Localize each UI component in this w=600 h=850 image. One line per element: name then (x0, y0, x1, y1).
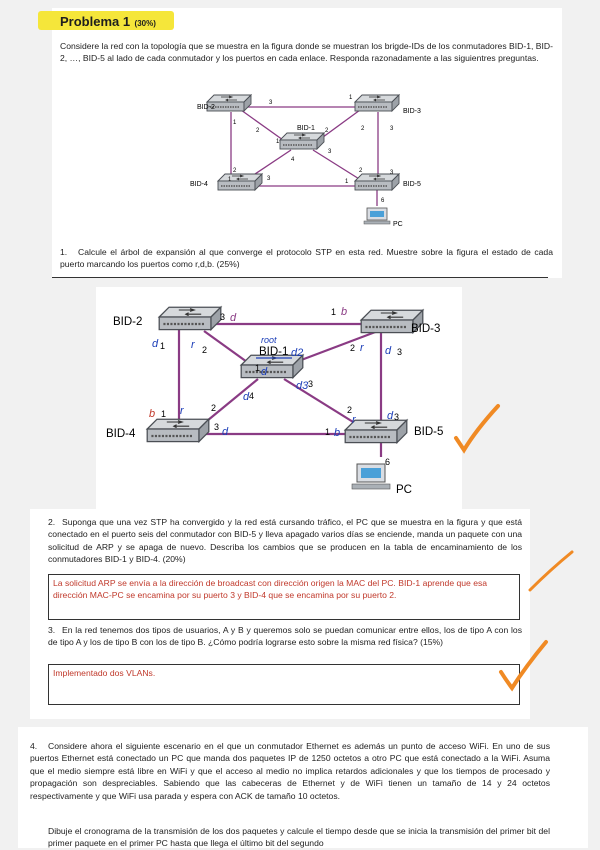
port-label: 2 (233, 168, 237, 174)
port-label: 2 (359, 168, 363, 174)
switch-bid3-icon (355, 95, 399, 111)
topology-figure-annotated (96, 287, 462, 509)
switch-bid5-icon (355, 174, 399, 190)
port-label: 6 (381, 198, 385, 204)
q3-number: 3. (48, 625, 56, 635)
port-label: 1 (228, 177, 232, 183)
q1-text: Calcule el árbol de expansión al que converge el protocolo STP en esta red. Muestre sobre la figura el estado de cada puerto marcando los puertos como r,d,b. (25%) (60, 247, 553, 270)
port-label: 1 (325, 427, 331, 437)
pc-icon (352, 464, 390, 489)
port-label: 6 (385, 457, 391, 467)
port-label: 2 (350, 343, 356, 353)
question-3 (48, 624, 522, 649)
label-bid5: BID-5 (403, 181, 421, 188)
handwritten-mark: d (230, 312, 237, 324)
question-2 (48, 516, 522, 566)
port-label: 1 (276, 139, 280, 145)
divider (52, 277, 548, 278)
port-label: 1 (331, 307, 337, 317)
handwritten-mark: root (261, 335, 277, 345)
switch-bid1-icon (280, 133, 324, 149)
port-label: 2 (256, 128, 260, 134)
port-label: 1 (161, 409, 167, 419)
problem-title-text: Problema 1 (60, 14, 131, 29)
question-4 (30, 740, 550, 802)
handwritten-mark: b (149, 408, 156, 420)
port-label: 2 (211, 403, 217, 413)
handwritten-mark: r (191, 339, 195, 351)
port-label: 3 (328, 149, 332, 155)
handwritten-mark: d2 (291, 347, 304, 359)
port-label: 2 (202, 345, 208, 355)
port-label: 1 (349, 95, 353, 101)
port-label: 1 (160, 341, 166, 351)
handwritten-mark: d (385, 345, 392, 357)
problem-intro: Considere la red con la topología que se muestra en la figura donde se muestran los brigde-IDs de los conmutadores BID-1, BID-2, …, BID-5 al lado de cada conmutador y los puertos en cada enlace. Responda razonadamente a las siguientres preguntas. (60, 41, 553, 64)
handwritten-mark: r (352, 414, 356, 426)
question-1 (60, 246, 553, 271)
handwritten-mark: d3 (296, 380, 309, 392)
label-bid3: BID-3 (411, 323, 441, 335)
port-label: 3 (220, 312, 226, 322)
port-label: 3 (397, 347, 403, 357)
pen-stroke-icon (528, 548, 578, 594)
problem-weight: (30%) (134, 19, 156, 28)
label-pc: PC (396, 484, 412, 496)
q2-answer-box: La solicitud ARP se envía a la dirección de broadcast con dirección origen la MAC del PC. BID-1 aprende que esa dirección MAC-PC se encamina por su puerto 3 y BID-4 que se encamina por su puerto 2. (48, 574, 520, 620)
checkmark-icon (498, 638, 550, 694)
port-label: 4 (291, 157, 295, 163)
handwritten-mark: r (360, 342, 364, 354)
q3-text: En la red tenemos dos tipos de usuarios, A y B y queremos solo se puedan comunicar entre ellos, los de tipo A con los de tipo A y los de tipo B con los de tipo B. ¿Cómo podría lograrse esto sobre la misma red física? (15%) (48, 625, 522, 648)
label-bid5: BID-5 (414, 426, 444, 438)
port-label: 3 (214, 422, 220, 432)
handwritten-mark: d (152, 338, 159, 350)
label-bid1: BID-1 (259, 346, 289, 358)
q2-number: 2. (48, 517, 56, 527)
q2-text: Suponga que una vez STP ha convergido y la red está cursando tráfico, el PC que se muestra en la figura y que está conectado en el puerto seis del conmutador con BID-5 y lleva apagado varios días se enciende, manda un paquete con una solicitud de ARP y se apaga de nuevo. Describa los cambios que se producen en la tabla de encaminamiento de los conmutadores BID-1 y BID-4. (20%) (48, 517, 522, 565)
handwritten-mark: b (334, 427, 341, 439)
handwritten-mark: b (341, 306, 348, 318)
port-label: 1 (255, 363, 261, 373)
label-bid1: BID-1 (297, 125, 315, 132)
q3-answer-box: Implementado dos VLANs. (48, 664, 520, 705)
port-label: 3 (394, 412, 400, 422)
port-label: 3 (269, 100, 273, 106)
handwritten-mark: d (387, 410, 394, 422)
port-label: 3 (308, 379, 314, 389)
handwritten-mark: d (222, 426, 229, 438)
port-label: 3 (267, 176, 271, 182)
label-bid4: BID-4 (106, 428, 136, 440)
port-label: 3 (390, 170, 394, 176)
handwritten-mark: d (261, 366, 268, 378)
switch-bid4-icon (218, 174, 262, 190)
switch-bid4-icon (147, 419, 209, 441)
label-bid2: BID-2 (197, 104, 215, 111)
pc-icon (364, 208, 390, 224)
label-bid3: BID-3 (403, 108, 421, 115)
label-pc: PC (393, 221, 403, 228)
q4-text: Considere ahora el siguiente escenario en el que un conmutador Ethernet es además un punto de acceso WiFi. En uno de sus puertos Ethernet está conectado un PC que manda dos paquetes IP de 1250 octetos a otro PC que está conectado a la WiFi. Asuma que el medio siempre está libre en WiFi y que el acceso al medio no implica retardos adicionales y que los tiempos de procesado y propagación son despreciables. Sabiendo que las cabeceras de Ethernet y de WiFi tienen un tamaño de 14 y 24 octetos respectivamente y que WiFi usa parada y espera con ACK de tamaño 10 octetos. (30, 741, 550, 801)
problem-title (60, 13, 156, 31)
q4-text-continued: Dibuje el cronograma de la transmisión de los dos paquetes y calcule el tiempo desde que se inicia la transmisión del primer bit del primer paquete en el primer PC hasta que llega el último bit del segundo (48, 826, 550, 849)
q1-number: 1. (60, 247, 68, 257)
switch-bid2-icon (159, 307, 221, 329)
port-label: 2 (361, 126, 365, 132)
port-label: 4 (249, 391, 255, 401)
port-label: 2 (325, 128, 329, 134)
port-label: 1 (233, 120, 237, 126)
checkmark-icon (452, 402, 502, 454)
handwritten-mark: d (243, 391, 250, 403)
topology-figure-small (185, 90, 425, 230)
handwritten-mark: r (180, 405, 184, 417)
label-bid2: BID-2 (113, 316, 143, 328)
port-label: 2 (347, 405, 353, 415)
label-bid4: BID-4 (190, 181, 208, 188)
q4-number: 4. (30, 741, 38, 751)
port-label: 3 (390, 126, 394, 132)
port-label: 1 (345, 179, 349, 185)
